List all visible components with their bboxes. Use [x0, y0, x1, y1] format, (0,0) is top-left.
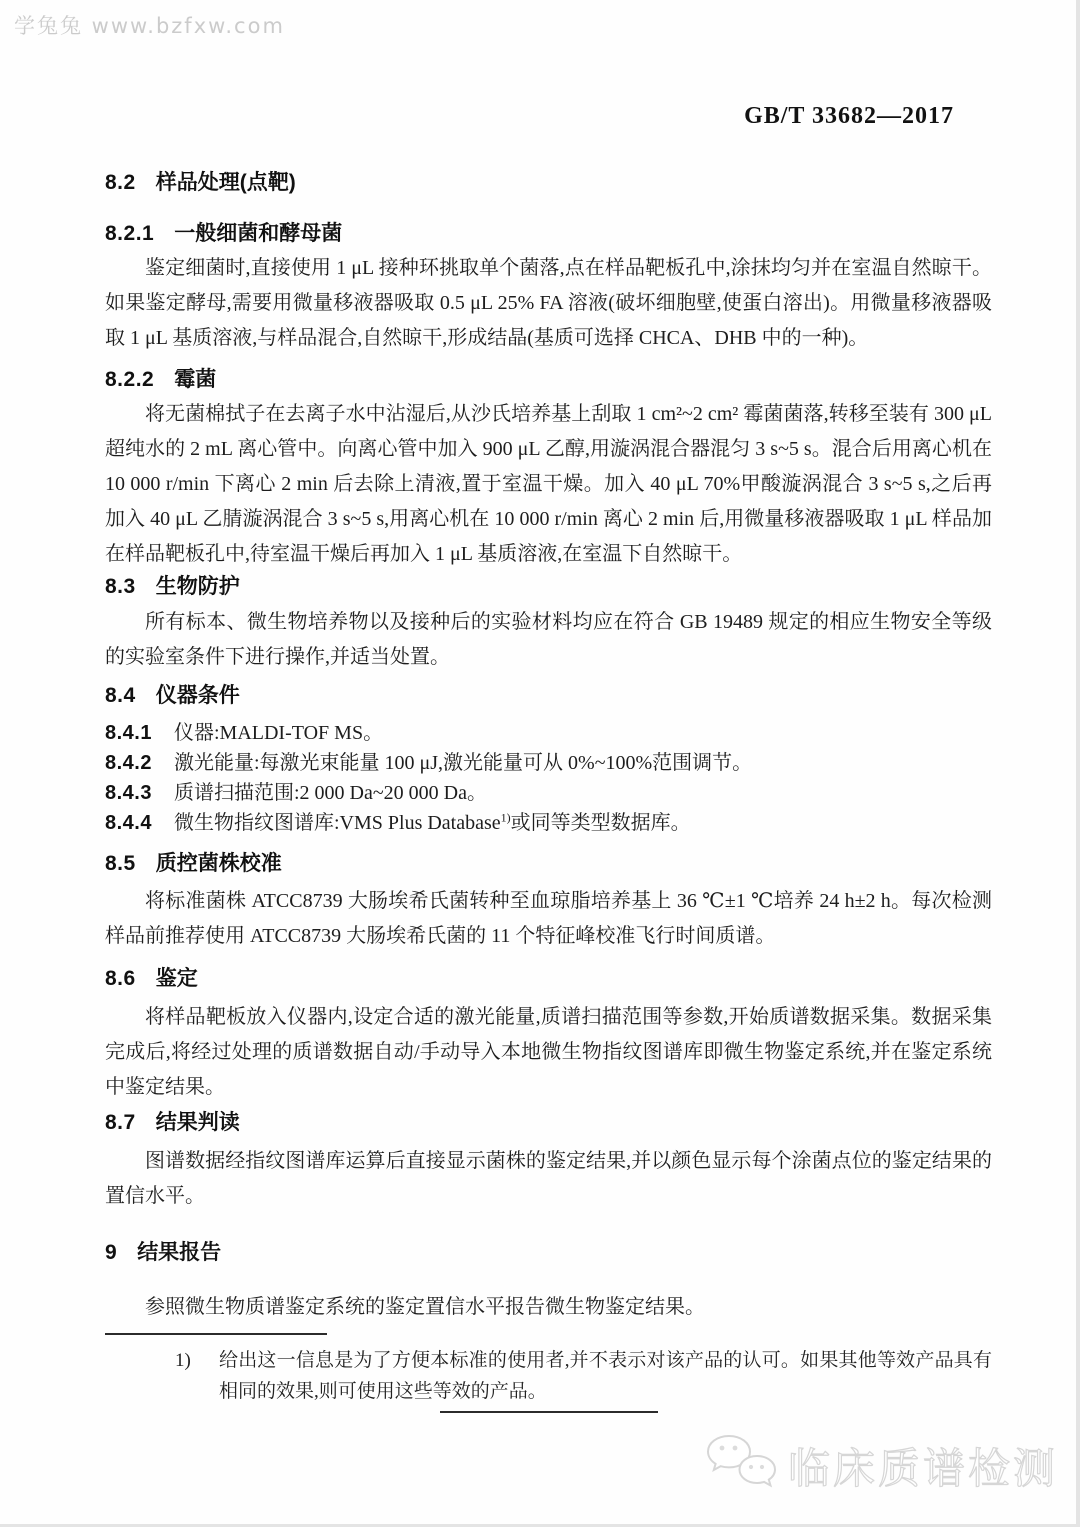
section-heading-8-7 — [105, 1110, 992, 1136]
paragraph-8-7: 图谱数据经指纹图谱库运算后直接显示菌株的鉴定结果,并以颜色显示每个涂菌点位的鉴定结果的置信水平。 — [105, 1150, 992, 1207]
section-number: 8.6 — [105, 967, 136, 990]
section-title: 霉菌 — [174, 368, 217, 391]
clause-8-4-4 — [105, 808, 992, 838]
clause-text — [174, 808, 992, 838]
footnote-divider — [105, 1333, 327, 1335]
clause-8-4-2 — [105, 748, 992, 778]
section-number: 8.2 — [105, 171, 136, 194]
section-heading-9 — [105, 1240, 992, 1266]
clause-8-4-3 — [105, 778, 992, 808]
section-number: 8.4 — [105, 684, 136, 707]
paragraph-8-6: 将样品靶板放入仪器内,设定合适的激光能量,质谱扫描范围等参数,开始质谱数据采集。数据采集完成后,将经过处理的质谱数据自动/手动导入本地微生物指纹图谱库即微生物鉴定系统,并在鉴定系统中鉴定结果。 — [105, 1006, 992, 1098]
section-number: 8.2.1 — [105, 222, 155, 245]
superscript-footnote-ref: 1) — [500, 810, 511, 825]
section-title: 结果报告 — [137, 1241, 222, 1264]
scan-edge-right — [1076, 0, 1080, 1527]
paragraph-8-5: 将标准菌株 ATCC8739 大肠埃希氏菌转种至血琼脂培养基上 36 ℃±1 ℃培养 24 h±2 h。每次检测样品前推荐使用 ATCC8739 大肠埃希氏菌的 11 个特征峰校准飞行时间质谱。 — [105, 890, 992, 947]
clause-number: 8.4.1 — [105, 722, 152, 744]
section-heading-8-5 — [105, 851, 992, 877]
doc-number: GB/T 33682—2017 — [744, 103, 954, 129]
wechat-watermark — [702, 1432, 1058, 1499]
clause-number: 8.4.4 — [105, 812, 152, 834]
section-heading-8-3 — [105, 574, 992, 600]
clause-text: 仪器:MALDI-TOF MS。 — [173, 722, 384, 744]
section-title: 鉴定 — [155, 967, 198, 990]
footnote-marker: 1) — [175, 1350, 191, 1371]
section-title: 质控菌株校准 — [155, 852, 282, 875]
section-heading-8-6 — [105, 966, 992, 992]
footnote-text: 给出这一信息是为了方便本标准的使用者,并不表示对该产品的认可。如果其他等效产品具有相同的效果,则可使用这些等效的产品。 — [219, 1350, 992, 1402]
paragraph-8-3: 所有标本、微生物培养物以及接种后的实验材料均应在符合 GB 19489 规定的相应生物安全等级的实验室条件下进行操作,并适当处置。 — [105, 611, 992, 668]
clause-text: 激光能量:每激光束能量 100 μJ,激光能量可从 0%~100%范围调节。 — [173, 752, 753, 774]
section-title: 结果判读 — [155, 1111, 240, 1134]
chat-bubbles-icon — [702, 1432, 780, 1499]
document-body — [105, 0, 992, 1413]
site-watermark: 学兔兔 www.bzfxw.com — [14, 14, 285, 38]
clause-text-before: 微生物指纹图谱库:VMS Plus Database — [173, 812, 501, 834]
clause-8-4-1 — [105, 718, 992, 748]
section-number: 8.5 — [105, 852, 136, 875]
section-number: 8.3 — [105, 575, 136, 598]
section-number: 8.7 — [105, 1111, 136, 1134]
paragraph-8-2-2: 将无菌棉拭子在去离子水中沾湿后,从沙氏培养基上刮取 1 cm²~2 cm² 霉菌菌落,转移至装有 300 μL 超纯水的 2 mL 离心管中。向离心管中加入 900 μL 乙醇,用漩涡混合器混匀 3 s~5 s。混合后用离心机在 10 000 r/min 下离心 2 min 后去除上清液,置于室温干燥。加入 40 μL 70%甲酸漩涡混合 3 s~5 s,之后再加入 40 μL 乙腈漩涡混合 3 s~5 s,用离心机在 10 000 r/min 离心 2 min 后,用微量移液器吸取 1 μL 样品加在样品靶板孔中,待室温干燥后再加入 1 μL 基质溶液,在室温下自然晾干。 — [105, 403, 992, 565]
section-number: 9 — [105, 1241, 118, 1264]
clause-number: 8.4.3 — [105, 782, 152, 804]
section-title: 生物防护 — [155, 575, 240, 598]
section-title: 样品处理(点靶) — [155, 171, 296, 194]
wechat-watermark-label: 临床质谱检测 — [787, 1444, 1058, 1492]
clause-list — [105, 718, 992, 838]
section-heading-8-2-2 — [105, 367, 992, 393]
clause-text: 质谱扫描范围:2 000 Da~20 000 Da。 — [173, 782, 488, 804]
paragraph-8-2-1: 鉴定细菌时,直接使用 1 μL 接种环挑取单个菌落,点在样品靶板孔中,涂抹均匀并在室温自然晾干。如果鉴定酵母,需要用微量移液器吸取 0.5 μL 25% FA 溶液(破坏细胞壁,使蛋白溶出)。用微量移液器吸取 1 μL 基质溶液,与样品混合,自然晾干,形成结晶(基质可选择 CHCA、DHB 中的一种)。 — [105, 257, 992, 349]
section-heading-8-2 — [105, 170, 992, 196]
section-heading-8-4 — [105, 683, 992, 709]
clause-text-after: 或同等类型数据库。 — [510, 812, 691, 834]
section-number: 8.2.2 — [105, 368, 155, 391]
section-heading-8-2-1 — [105, 221, 992, 247]
section-title: 仪器条件 — [155, 684, 240, 707]
page-end-rule — [440, 1411, 658, 1413]
paragraph-9: 参照微生物质谱鉴定系统的鉴定置信水平报告微生物鉴定结果。 — [145, 1296, 705, 1318]
footnote — [175, 1345, 992, 1407]
clause-number: 8.4.2 — [105, 752, 152, 774]
section-title: 一般细菌和酵母菌 — [174, 222, 343, 245]
